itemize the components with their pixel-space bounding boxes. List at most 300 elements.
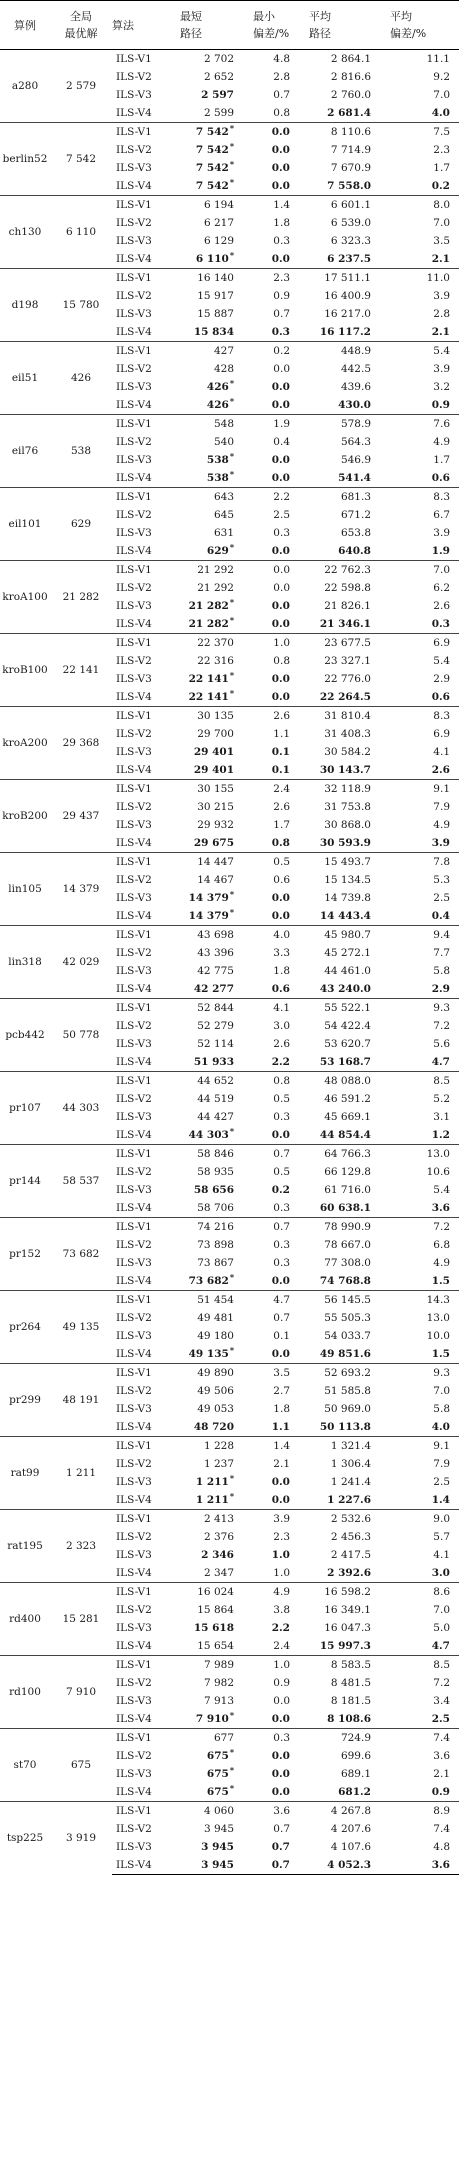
best-value: 21 292 [197, 582, 234, 594]
optimum-cell: 426 [50, 342, 112, 415]
avg-path-cell: 51 585.8 [324, 1385, 371, 1397]
best-value: 7 913 [203, 1695, 234, 1707]
avg-deviation-cell: 7.9 [433, 801, 450, 813]
avg-deviation-cell: 5.0 [433, 1622, 450, 1634]
optimum-cell: 3 919 [50, 1802, 112, 1875]
avg-deviation-cell: 4.7 [431, 1056, 450, 1068]
min-deviation-cell: 2.6 [243, 707, 299, 726]
avg-path-cell: 2 392.6 [327, 1567, 371, 1579]
avg-deviation-cell: 2.8 [433, 308, 450, 320]
avg-deviation-cell: 2.6 [431, 764, 450, 776]
algorithm-cell: ILS-V3 [116, 162, 152, 174]
best-path-cell [170, 1108, 243, 1126]
table-header [0, 1, 459, 50]
algorithm-cell: ILS-V4 [116, 983, 152, 995]
best-path-cell [170, 506, 243, 524]
avg-deviation-cell: 8.5 [380, 1072, 459, 1091]
avg-deviation-cell: 13.0 [426, 1312, 450, 1324]
algorithm-cell: ILS-V3 [116, 527, 152, 539]
optimal-marker: * [229, 1747, 234, 1757]
table-row [0, 1583, 459, 1602]
best-path-cell [170, 944, 243, 962]
algorithm-cell: ILS-V4 [116, 691, 152, 703]
best-value: 49 890 [197, 1367, 234, 1379]
min-deviation-cell: 3.5 [243, 1364, 299, 1383]
min-deviation-cell: 0.0 [271, 691, 290, 703]
best-path-cell [170, 1327, 243, 1345]
algorithm-cell: ILS-V4 [116, 1202, 152, 1214]
min-deviation-cell: 2.1 [273, 1458, 290, 1470]
min-deviation-cell: 0.1 [273, 1330, 290, 1342]
best-value: 2 652 [203, 71, 234, 83]
avg-deviation-cell: 4.9 [433, 1257, 450, 1269]
instance-cell: pcb442 [0, 999, 50, 1072]
algorithm-cell: ILS-V1 [112, 1218, 170, 1237]
best-path-cell [170, 798, 243, 816]
min-deviation-cell: 0.2 [271, 1184, 290, 1196]
avg-path-cell: 653.8 [340, 527, 371, 539]
avg-deviation-cell: 8.9 [380, 1802, 459, 1821]
avg-deviation-cell: 7.7 [433, 947, 450, 959]
avg-deviation-cell: 8.5 [380, 1656, 459, 1675]
avg-deviation-cell: 8.6 [380, 1583, 459, 1602]
avg-path-cell: 53 168.7 [319, 1056, 371, 1068]
algorithm-cell: ILS-V3 [116, 1257, 152, 1269]
header-min-dev-line2: 偏差/% [253, 27, 290, 40]
best-value: 73 682 [188, 1275, 229, 1287]
best-value: 675 [206, 1750, 229, 1762]
best-path-cell [170, 1236, 243, 1254]
instance-cell: pr144 [0, 1145, 50, 1218]
best-path-cell [170, 1272, 243, 1291]
optimal-marker: * [229, 615, 234, 625]
min-deviation-cell: 0.4 [273, 436, 290, 448]
best-path-cell [170, 1856, 243, 1875]
avg-path-cell: 7 670.9 [330, 162, 371, 174]
avg-deviation-cell: 10.0 [426, 1330, 450, 1342]
avg-deviation-cell: 7.4 [380, 1729, 459, 1748]
best-path-cell [170, 652, 243, 670]
best-value: 14 379 [188, 910, 229, 922]
min-deviation-cell: 1.8 [273, 217, 290, 229]
avg-path-cell: 50 969.0 [324, 1403, 371, 1415]
best-value: 1 237 [203, 1458, 234, 1470]
avg-path-cell: 1 241.4 [330, 1476, 371, 1488]
avg-path-cell: 22 762.3 [299, 561, 380, 580]
header-avg [299, 1, 380, 50]
algorithm-cell: ILS-V3 [116, 1695, 152, 1707]
avg-deviation-cell: 8.0 [380, 196, 459, 215]
optimal-marker: * [229, 542, 234, 552]
best-value: 51 454 [197, 1294, 234, 1306]
best-path-cell [170, 1309, 243, 1327]
avg-path-cell: 21 826.1 [324, 600, 371, 612]
algorithm-cell: ILS-V3 [116, 89, 152, 101]
avg-deviation-cell: 7.6 [380, 415, 459, 434]
algorithm-cell: ILS-V4 [116, 618, 152, 630]
best-path-cell [170, 196, 243, 215]
instance-cell: lin318 [0, 926, 50, 999]
header-best [170, 1, 243, 50]
algorithm-cell: ILS-V4 [116, 1348, 152, 1360]
min-deviation-cell: 2.2 [243, 488, 299, 507]
avg-path-cell: 48 088.0 [299, 1072, 380, 1091]
table-row [0, 1145, 459, 1164]
best-value: 7 982 [203, 1677, 234, 1689]
optimum-cell: 2 579 [65, 80, 97, 92]
best-path-cell [170, 1072, 243, 1091]
avg-deviation-cell: 7.2 [433, 1677, 450, 1689]
min-deviation-cell: 0.0 [271, 454, 290, 466]
best-value: 51 933 [193, 1056, 234, 1068]
best-value: 30 215 [197, 801, 234, 813]
avg-deviation-cell: 9.2 [433, 71, 450, 83]
algorithm-cell: ILS-V1 [112, 634, 170, 653]
min-deviation-cell: 0.1 [271, 746, 290, 758]
algorithm-cell: ILS-V1 [112, 1510, 170, 1529]
best-value: 540 [213, 436, 234, 448]
algorithm-cell: ILS-V4 [116, 1713, 152, 1725]
avg-path-cell: 8 110.6 [299, 123, 380, 142]
avg-path-cell: 1 306.4 [330, 1458, 371, 1470]
avg-path-cell: 30 868.0 [324, 819, 371, 831]
avg-path-cell: 66 129.8 [324, 1166, 371, 1178]
best-path-cell [170, 1820, 243, 1838]
table-row [0, 123, 459, 142]
min-deviation-cell: 2.2 [271, 1056, 290, 1068]
optimal-marker: * [229, 1783, 234, 1793]
best-value: 427 [213, 345, 234, 357]
algorithm-cell: ILS-V3 [116, 1330, 152, 1342]
best-path-cell [170, 250, 243, 269]
min-deviation-cell: 0.0 [271, 1275, 290, 1287]
best-value: 52 844 [197, 1002, 234, 1014]
avg-path-cell: 8 181.5 [330, 1695, 371, 1707]
avg-deviation-cell: 5.6 [433, 1038, 450, 1050]
min-deviation-cell: 3.6 [243, 1802, 299, 1821]
min-deviation-cell: 0.0 [271, 1750, 290, 1762]
optimum-cell: 14 379 [50, 853, 112, 926]
best-path-cell [170, 232, 243, 250]
min-deviation-cell: 0.7 [243, 1145, 299, 1164]
min-deviation-cell: 3.9 [243, 1510, 299, 1529]
min-deviation-cell: 0.7 [273, 1823, 290, 1835]
best-value: 52 114 [197, 1038, 234, 1050]
best-path-cell [170, 159, 243, 177]
header-best-line1: 最短 [180, 10, 202, 23]
avg-path-cell: 23 677.5 [299, 634, 380, 653]
table-row [0, 1364, 459, 1383]
best-value: 52 279 [197, 1020, 234, 1032]
min-deviation-cell: 0.5 [273, 1093, 290, 1105]
min-deviation-cell: 0.0 [271, 545, 290, 557]
best-value: 43 698 [197, 929, 234, 941]
avg-deviation-cell: 0.6 [431, 472, 450, 484]
avg-deviation-cell: 1.5 [431, 1348, 450, 1360]
best-value: 73 898 [197, 1239, 234, 1251]
min-deviation-cell: 1.7 [273, 819, 290, 831]
table-row [0, 1291, 459, 1310]
algorithm-cell: ILS-V2 [116, 436, 152, 448]
algorithm-cell: ILS-V3 [116, 1622, 152, 1634]
best-value: 6 194 [203, 199, 234, 211]
avg-deviation-cell: 5.4 [380, 342, 459, 361]
instance-cell: eil76 [0, 415, 50, 488]
optimal-marker: * [229, 1491, 234, 1501]
best-path-cell [170, 214, 243, 232]
algorithm-cell: ILS-V4 [116, 180, 152, 192]
avg-path-cell: 55 522.1 [299, 999, 380, 1018]
best-value: 677 [213, 1732, 234, 1744]
algorithm-cell: ILS-V3 [116, 673, 152, 685]
table-row [0, 780, 459, 799]
avg-path-cell: 23 327.1 [324, 655, 371, 667]
avg-path-cell: 6 601.1 [299, 196, 380, 215]
best-path-cell [170, 1783, 243, 1802]
best-value: 74 216 [197, 1221, 234, 1233]
algorithm-cell: ILS-V2 [116, 582, 152, 594]
best-value: 29 675 [193, 837, 234, 849]
best-path-cell [170, 68, 243, 86]
best-value: 29 401 [193, 746, 234, 758]
avg-path-cell: 7 714.9 [330, 144, 371, 156]
best-path-cell [170, 50, 243, 69]
avg-deviation-cell: 4.9 [433, 436, 450, 448]
min-deviation-cell: 1.9 [243, 415, 299, 434]
optimum-cell: 42 029 [50, 926, 112, 999]
optimal-marker: * [229, 1710, 234, 1720]
algorithm-cell: ILS-V2 [116, 1458, 152, 1470]
min-deviation-cell: 2.6 [273, 801, 290, 813]
avg-path-cell: 22 264.5 [319, 691, 371, 703]
best-value: 14 447 [197, 856, 234, 868]
avg-path-cell: 7 558.0 [327, 180, 371, 192]
avg-deviation-cell: 3.4 [433, 1695, 450, 1707]
header-algorithm-label: 算法 [112, 18, 134, 32]
instance-cell: pr152 [0, 1218, 50, 1291]
min-deviation-cell: 2.2 [271, 1622, 290, 1634]
best-value: 44 427 [197, 1111, 234, 1123]
algorithm-cell: ILS-V2 [116, 1823, 152, 1835]
best-value: 3 945 [203, 1823, 234, 1835]
instance-cell: eil101 [0, 488, 50, 561]
algorithm-cell: ILS-V4 [116, 910, 152, 922]
optimum-cell: 2 323 [50, 1510, 112, 1583]
best-path-cell [170, 287, 243, 305]
min-deviation-cell: 4.8 [273, 53, 290, 65]
avg-deviation-cell: 6.9 [433, 728, 450, 740]
min-deviation-cell: 0.0 [271, 1786, 290, 1798]
avg-path-cell: 54 422.4 [324, 1020, 371, 1032]
instance-cell: tsp225 [0, 1802, 50, 1875]
best-path-cell [170, 1291, 243, 1310]
best-path-cell [170, 1163, 243, 1181]
min-deviation-cell: 0.0 [273, 582, 290, 594]
algorithm-cell: ILS-V2 [116, 1531, 152, 1543]
best-value: 15 887 [197, 308, 234, 320]
best-value: 1 211 [195, 1494, 229, 1506]
min-deviation-cell: 1.1 [271, 1421, 290, 1433]
min-deviation-cell: 0.9 [273, 1677, 290, 1689]
min-deviation-cell: 0.0 [271, 618, 290, 630]
min-deviation-cell: 2.3 [243, 269, 299, 288]
best-value: 48 720 [193, 1421, 234, 1433]
avg-deviation-cell: 4.1 [433, 1549, 450, 1561]
best-path-cell [170, 1802, 243, 1821]
optimum-cell: 15 780 [50, 269, 112, 342]
avg-path-cell: 45 669.1 [324, 1111, 371, 1123]
algorithm-cell: ILS-V3 [116, 1403, 152, 1415]
best-path-cell [170, 1656, 243, 1675]
avg-deviation-cell: 3.6 [431, 1202, 450, 1214]
avg-deviation-cell: 9.4 [380, 926, 459, 945]
min-deviation-cell: 0.0 [271, 600, 290, 612]
min-deviation-cell: 0.3 [273, 235, 290, 247]
avg-deviation-cell: 5.4 [433, 655, 450, 667]
header-instance-label: 算例 [14, 18, 36, 32]
avg-path-cell: 60 638.1 [319, 1202, 371, 1214]
avg-path-cell: 724.9 [299, 1729, 380, 1748]
instance-cell: rat99 [0, 1437, 50, 1510]
algorithm-cell: ILS-V2 [116, 1385, 152, 1397]
algorithm-cell: ILS-V3 [116, 1841, 152, 1853]
table-row [0, 342, 459, 361]
algorithm-cell: ILS-V3 [116, 1768, 152, 1780]
min-deviation-cell: 0.9 [273, 290, 290, 302]
avg-deviation-cell: 4.0 [431, 107, 450, 119]
min-deviation-cell: 2.4 [273, 1640, 290, 1652]
algorithm-cell: ILS-V1 [112, 342, 170, 361]
avg-path-cell: 578.9 [299, 415, 380, 434]
avg-deviation-cell: 2.1 [433, 1768, 450, 1780]
best-value: 49 481 [197, 1312, 234, 1324]
min-deviation-cell: 0.0 [271, 1768, 290, 1780]
min-deviation-cell: 0.0 [271, 144, 290, 156]
algorithm-cell: ILS-V3 [116, 1549, 152, 1561]
algorithm-cell: ILS-V1 [112, 488, 170, 507]
instance-cell: ch130 [0, 196, 50, 269]
min-deviation-cell: 0.6 [273, 874, 290, 886]
best-path-cell [170, 524, 243, 542]
avg-deviation-cell: 5.2 [433, 1093, 450, 1105]
avg-deviation-cell: 7.9 [433, 1458, 450, 1470]
best-path-cell [170, 725, 243, 743]
avg-path-cell: 564.3 [340, 436, 371, 448]
min-deviation-cell: 0.7 [243, 1856, 299, 1875]
algorithm-cell: ILS-V2 [116, 655, 152, 667]
optimal-marker: * [229, 396, 234, 406]
avg-deviation-cell: 7.0 [433, 1604, 450, 1616]
avg-path-cell: 6 539.0 [330, 217, 371, 229]
avg-path-cell: 4 267.8 [299, 1802, 380, 1821]
min-deviation-cell: 0.1 [271, 764, 290, 776]
avg-deviation-cell: 7.2 [433, 1020, 450, 1032]
avg-deviation-cell: 1.2 [431, 1129, 450, 1141]
best-value: 16 024 [197, 1586, 234, 1598]
avg-deviation-cell: 1.4 [431, 1494, 450, 1506]
header-row [0, 1, 459, 50]
avg-path-cell: 16 598.2 [299, 1583, 380, 1602]
best-value: 7 542 [195, 126, 229, 138]
best-value: 22 316 [197, 655, 234, 667]
min-deviation-cell: 0.7 [273, 1312, 290, 1324]
best-value: 2 599 [203, 107, 234, 119]
best-path-cell [170, 1747, 243, 1765]
header-min-dev [243, 1, 299, 50]
optimal-marker: * [229, 1345, 234, 1355]
avg-deviation-cell: 9.3 [380, 999, 459, 1018]
best-value: 538 [206, 472, 229, 484]
best-value: 631 [213, 527, 234, 539]
optimum-cell: 48 191 [50, 1364, 112, 1437]
table-row [0, 999, 459, 1018]
best-value: 15 618 [193, 1622, 234, 1634]
avg-path-cell: 74 768.8 [319, 1275, 371, 1287]
best-value: 44 519 [197, 1093, 234, 1105]
best-value: 58 846 [197, 1148, 234, 1160]
best-value: 3 945 [201, 1859, 234, 1871]
optimal-marker: * [229, 1126, 234, 1136]
best-path-cell [170, 104, 243, 123]
best-path-cell [170, 1510, 243, 1529]
min-deviation-cell: 2.6 [273, 1038, 290, 1050]
avg-deviation-cell: 1.7 [433, 162, 450, 174]
min-deviation-cell: 0.0 [271, 162, 290, 174]
optimum-cell: 29 437 [50, 780, 112, 853]
min-deviation-cell: 0.7 [243, 1218, 299, 1237]
min-deviation-cell: 4.1 [243, 999, 299, 1018]
instance-cell: d198 [0, 269, 50, 342]
algorithm-cell: ILS-V1 [112, 1583, 170, 1602]
best-path-cell [170, 1382, 243, 1400]
best-path-cell [170, 433, 243, 451]
min-deviation-cell: 3.8 [273, 1604, 290, 1616]
avg-path-cell: 681.2 [338, 1786, 371, 1798]
best-value: 428 [213, 363, 234, 375]
min-deviation-cell: 2.3 [273, 1531, 290, 1543]
header-optimum-line1: 全局 [70, 10, 92, 23]
algorithm-cell: ILS-V3 [116, 965, 152, 977]
avg-path-cell: 49 851.6 [319, 1348, 371, 1360]
avg-deviation-cell: 3.0 [431, 1567, 450, 1579]
best-value: 538 [206, 454, 229, 466]
best-value: 2 376 [203, 1531, 234, 1543]
best-value: 7 542 [195, 180, 229, 192]
best-path-cell [170, 889, 243, 907]
avg-deviation-cell: 3.6 [433, 1750, 450, 1762]
algorithm-cell: ILS-V1 [112, 1364, 170, 1383]
avg-path-cell: 689.1 [340, 1768, 371, 1780]
min-deviation-cell: 0.0 [273, 363, 290, 375]
avg-path-cell: 1 321.4 [299, 1437, 380, 1456]
instance-cell: kroA200 [0, 707, 50, 780]
avg-deviation-cell: 3.1 [433, 1111, 450, 1123]
avg-deviation-cell: 7.0 [433, 217, 450, 229]
algorithm-cell: ILS-V2 [116, 1312, 152, 1324]
avg-deviation-cell: 4.1 [433, 746, 450, 758]
avg-deviation-cell: 7.0 [433, 89, 450, 101]
min-deviation-cell: 0.8 [271, 837, 290, 849]
best-path-cell [170, 1437, 243, 1456]
avg-path-cell: 22 776.0 [324, 673, 371, 685]
best-path-cell [170, 1364, 243, 1383]
table-row [0, 853, 459, 872]
best-path-cell [170, 1564, 243, 1583]
algorithm-cell: ILS-V4 [116, 1786, 152, 1798]
algorithm-cell: ILS-V3 [116, 308, 152, 320]
best-value: 675 [206, 1768, 229, 1780]
min-deviation-cell: 0.0 [271, 253, 290, 265]
